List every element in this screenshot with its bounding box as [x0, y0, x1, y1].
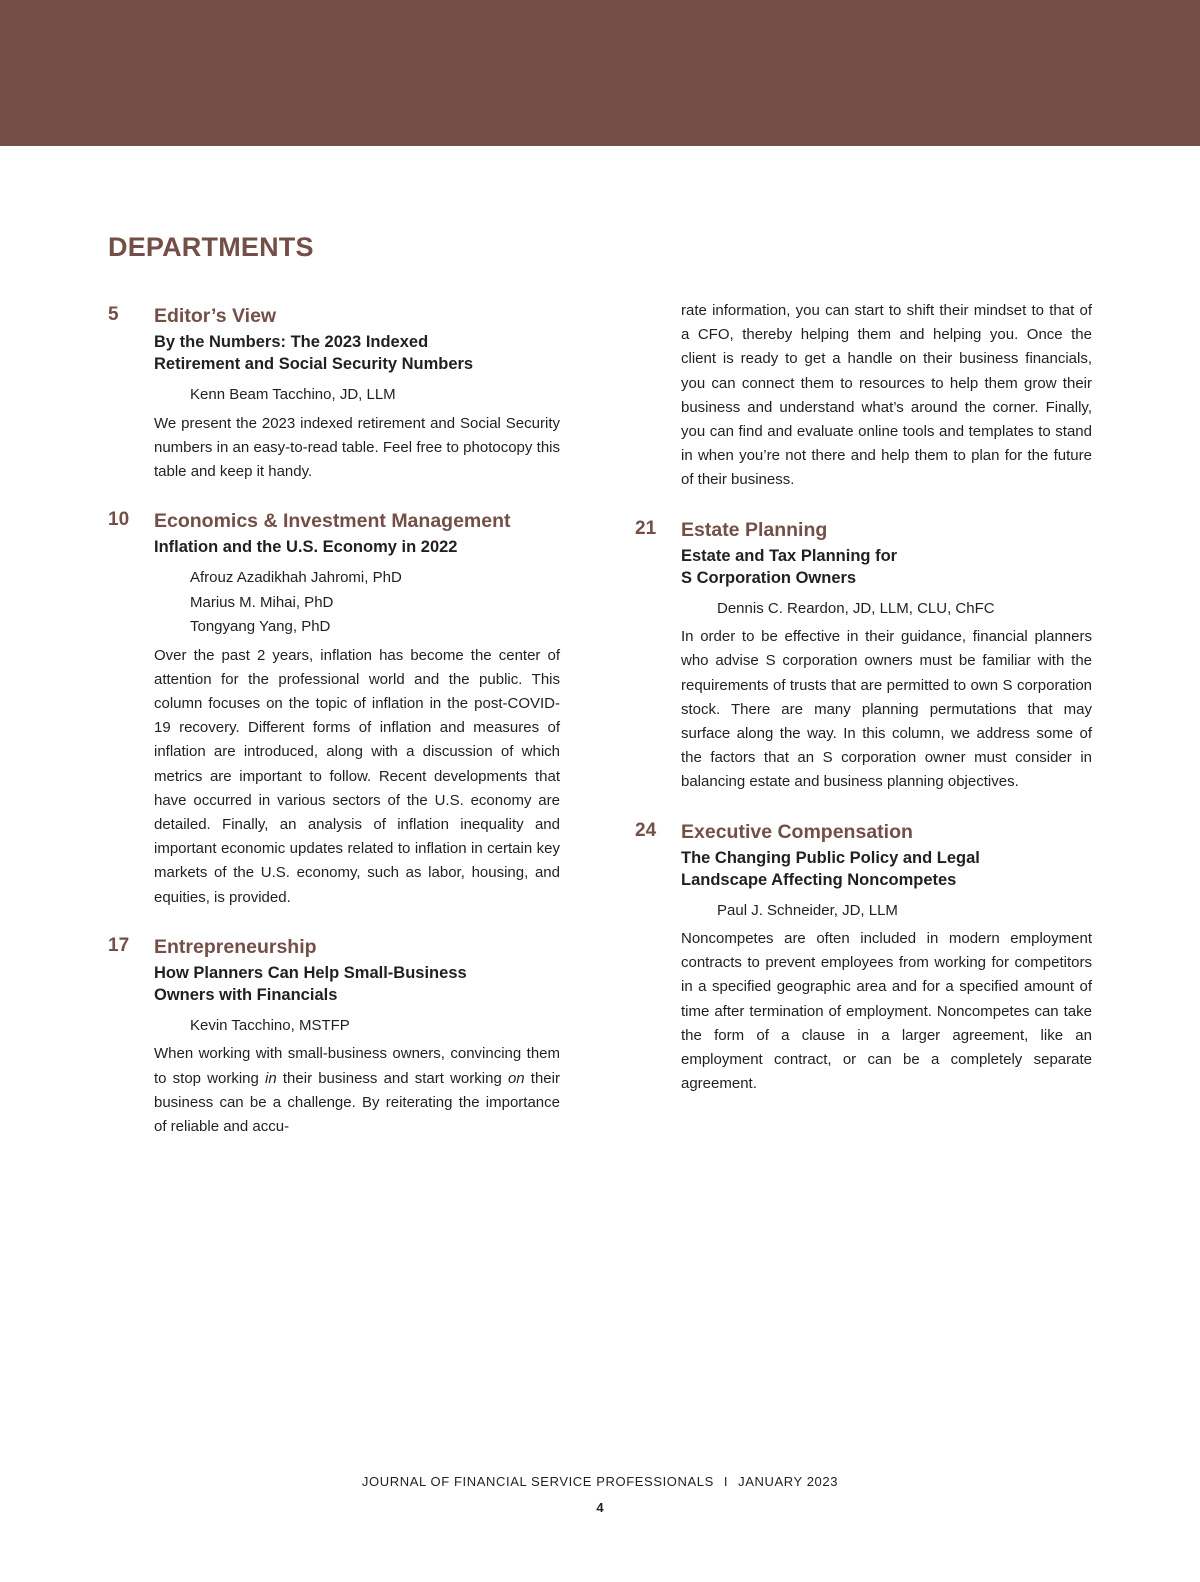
author-list: [154, 566, 560, 640]
author-name: Dennis C. Reardon, JD, LLM, CLU, ChFC: [717, 599, 995, 617]
author-name: Kevin Tacchino, MSTFP: [190, 1016, 350, 1034]
author-list: [154, 1014, 560, 1039]
author-list: [681, 899, 1092, 924]
article-description: We present the 2023 indexed retirement and Social Security numbers in an easy-to-read table. Feel free to photocopy this table and keep it handy.: [154, 414, 560, 480]
page-number: 4: [596, 1500, 604, 1515]
article-title: [681, 545, 1092, 589]
article-description: [154, 1042, 560, 1139]
toc-entry-estate-planning[interactable]: [635, 517, 1092, 795]
author-name: Afrouz Azadikhah Jahromi, PhD: [190, 569, 402, 587]
footer-separator: I: [723, 1474, 729, 1489]
article-title: [154, 962, 560, 1006]
author-list: [154, 383, 560, 408]
article-title: [154, 536, 560, 558]
author-name: Paul J. Schneider, JD, LLM: [717, 901, 898, 919]
article-title-line: Estate and Tax Planning for: [681, 546, 898, 565]
author-name: Marius M. Mihai, PhD: [190, 593, 334, 611]
description-text: their business can be a challenge. By reiterating the importance of reliable and accu-: [154, 1069, 560, 1135]
continued-description: [635, 299, 1092, 493]
department-name: Estate Planning: [681, 518, 828, 541]
description-emphasis: on: [507, 1069, 525, 1087]
page-title: DEPARTMENTS: [108, 232, 314, 262]
article-title-line: Landscape Affecting Noncompetes: [681, 870, 957, 889]
toc-entry-entrepreneurship[interactable]: [108, 934, 560, 1139]
article-description: In order to be effective in their guidance, financial planners who advise S corporation owners must be familiar with the requirements of trusts that are permitted to own S corporation stock. There are many planning permutations that may surface along the way. In this column, we address some of the factors that an S corporation owner must consider in balancing estate and business planning objectives.: [681, 628, 1092, 791]
department-name: Editor’s View: [154, 305, 277, 327]
article-title-line: Owners with Financials: [154, 985, 338, 1004]
article-title-line: The Changing Public Policy and Legal: [681, 848, 980, 867]
author-list: [681, 597, 1092, 622]
footer: [0, 1474, 1200, 1489]
toc-entry-editors-view[interactable]: [108, 303, 560, 484]
toc-entry-executive-compensation[interactable]: [635, 819, 1092, 1097]
description-emphasis: in: [265, 1069, 277, 1087]
article-title-line: Retirement and Social Security Numbers: [154, 355, 474, 373]
article-title: [154, 331, 560, 375]
left-column: [108, 303, 560, 1163]
top-color-band: [0, 0, 1200, 146]
author-name: Kenn Beam Tacchino, JD, LLM: [190, 386, 396, 403]
entry-page-number: 10: [108, 509, 130, 531]
article-title-line: Inflation and the U.S. Economy in 2022: [154, 538, 458, 557]
article-title-line: By the Numbers: The 2023 Indexed: [154, 333, 429, 351]
entry-page-number: 5: [108, 304, 119, 325]
article-title-line: How Planners Can Help Small-Business: [154, 963, 467, 982]
issue-date: JANUARY 2023: [738, 1474, 839, 1489]
article-description: Over the past 2 years, inflation has become the center of attention for the professional world and the public. This column focuses on the topic of inflation in the post-COVID-19 recovery. Different forms of inflation and measures of inflation are introduced, along with a discussion of which metrics are important to follow. Recent developments that have occurred in various sectors of the U.S. economy are detailed. Finally, an analysis of inflation inequality and important economic updates related to inflation in certain key markets of the U.S. economy, such as labor, housing, and equities, is provided.: [154, 646, 560, 906]
right-column: [635, 303, 1092, 1120]
article-title: [681, 847, 1092, 891]
entry-page-number: 17: [108, 934, 130, 956]
description-text: their business and start working: [276, 1069, 508, 1087]
entry-page-number: 24: [635, 819, 657, 841]
description-text: When working with small-business owners, convincing them to stop working: [154, 1045, 560, 1087]
article-title-line: S Corporation Owners: [681, 568, 857, 587]
entry-page-number: 21: [635, 517, 657, 539]
author-name: Tongyang Yang, PhD: [190, 618, 331, 636]
toc-entry-economics[interactable]: [108, 508, 560, 910]
department-name: Economics & Investment Management: [154, 510, 511, 533]
department-name: Executive Compensation: [681, 820, 913, 843]
journal-name: JOURNAL OF FINANCIAL SERVICE PROFESSIONALS: [361, 1474, 714, 1489]
department-name: Entrepreneurship: [154, 935, 317, 958]
article-description: Noncompetes are often included in modern employment contracts to prevent employees from working for competitors in a specified geographic area and for a specified amount of time after termination of employment. Noncompetes can take the form of a clause in a larger agreement, like an employment contract, or can be a completely separate agreement.: [681, 930, 1092, 1093]
article-description-continued: rate information, you can start to shift their mindset to that of a CFO, thereby helping them and helping you. Once the client is ready to get a handle on their business financials, you can connect them to resources to help them grow their business and understand what’s around the corner. Finally, you can find and evaluate online tools and templates to stand in when you’re not there and help them to plan for the future of their business.: [681, 302, 1092, 489]
